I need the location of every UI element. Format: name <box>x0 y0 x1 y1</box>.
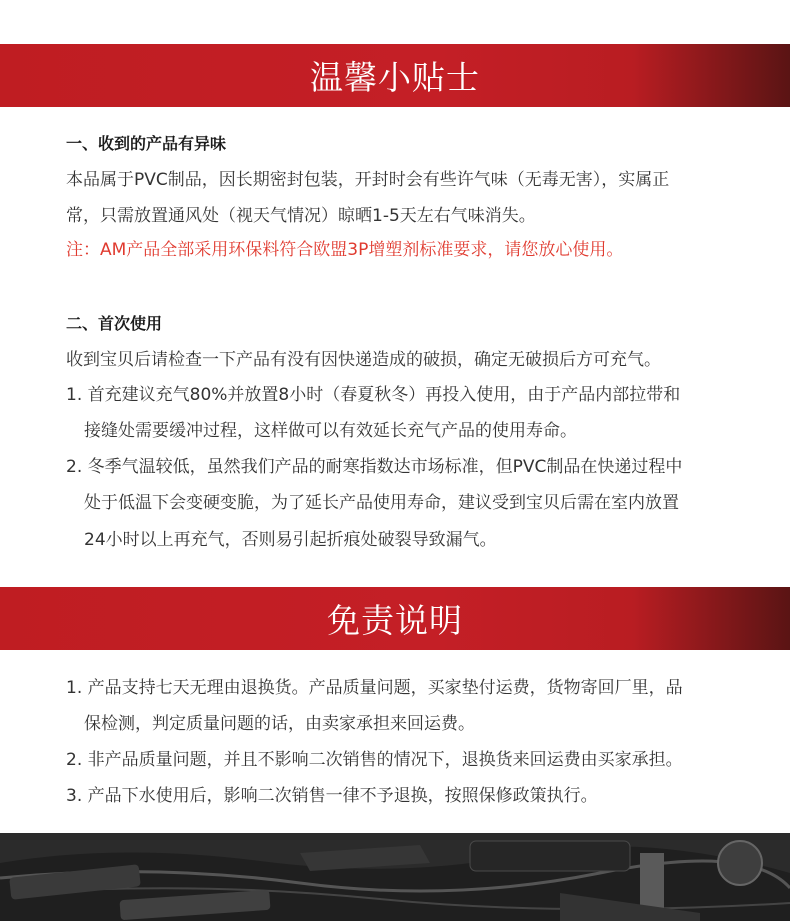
section1-heading: 一、收到的产品有异味 <box>66 134 227 153</box>
section2-item2-line1: 2. 冬季气温较低，虽然我们产品的耐寒指数达市场标准，但PVC制品在快递过程中 <box>66 457 683 477</box>
section2-item2-line2: 处于低温下会变硬变脆，为了延长产品使用寿命，建议受到宝贝后需在室内放置 <box>84 493 679 513</box>
section2-heading: 二、首次使用 <box>66 314 163 333</box>
disclaimer-item1-line2: 保检测，判定质量问题的话，由卖家承担来回运费。 <box>84 714 475 734</box>
disclaimer-item1-line1: 1. 产品支持七天无理由退换货。产品质量问题，买家垫付运费，货物寄回厂里，品 <box>66 678 683 698</box>
section1-line1: 本品属于PVC制品，因长期密封包装，开封时会有些许气味（无毒无害），实属正 <box>66 170 670 190</box>
disclaimer-banner-title: 免责说明 <box>327 601 463 640</box>
section1-line2: 常，只需放置通风处（视天气情况）晾晒1-5天左右气味消失。 <box>66 206 536 226</box>
disclaimer-banner <box>0 587 790 650</box>
section2-item2-line3: 24小时以上再充气，否则易引起折痕处破裂导致漏气。 <box>84 530 497 550</box>
section2-item1-line2: 接缝处需要缓冲过程，这样做可以有效延长充气产品的使用寿命。 <box>84 421 577 441</box>
tips-banner <box>0 44 790 107</box>
disclaimer-item3: 3. 产品下水使用后，影响二次销售一律不予退换，按照保修政策执行。 <box>66 786 598 806</box>
section1-note: 注：AM产品全部采用环保料符合欧盟3P增塑剂标准要求，请您放心使用。 <box>66 240 624 260</box>
footer-product-photo <box>0 833 790 921</box>
footer-photo-shapes <box>0 833 790 921</box>
section2-item1-line1: 1. 首充建议充气80%并放置8小时（春夏秋冬）再投入使用，由于产品内部拉带和 <box>66 385 681 405</box>
section2-intro: 收到宝贝后请检查一下产品有没有因快递造成的破损，确定无破损后方可充气。 <box>66 350 661 370</box>
tips-banner-title: 温馨小贴士 <box>310 58 480 97</box>
disclaimer-item2: 2. 非产品质量问题，并且不影响二次销售的情况下，退换货来回运费由买家承担。 <box>66 750 683 770</box>
